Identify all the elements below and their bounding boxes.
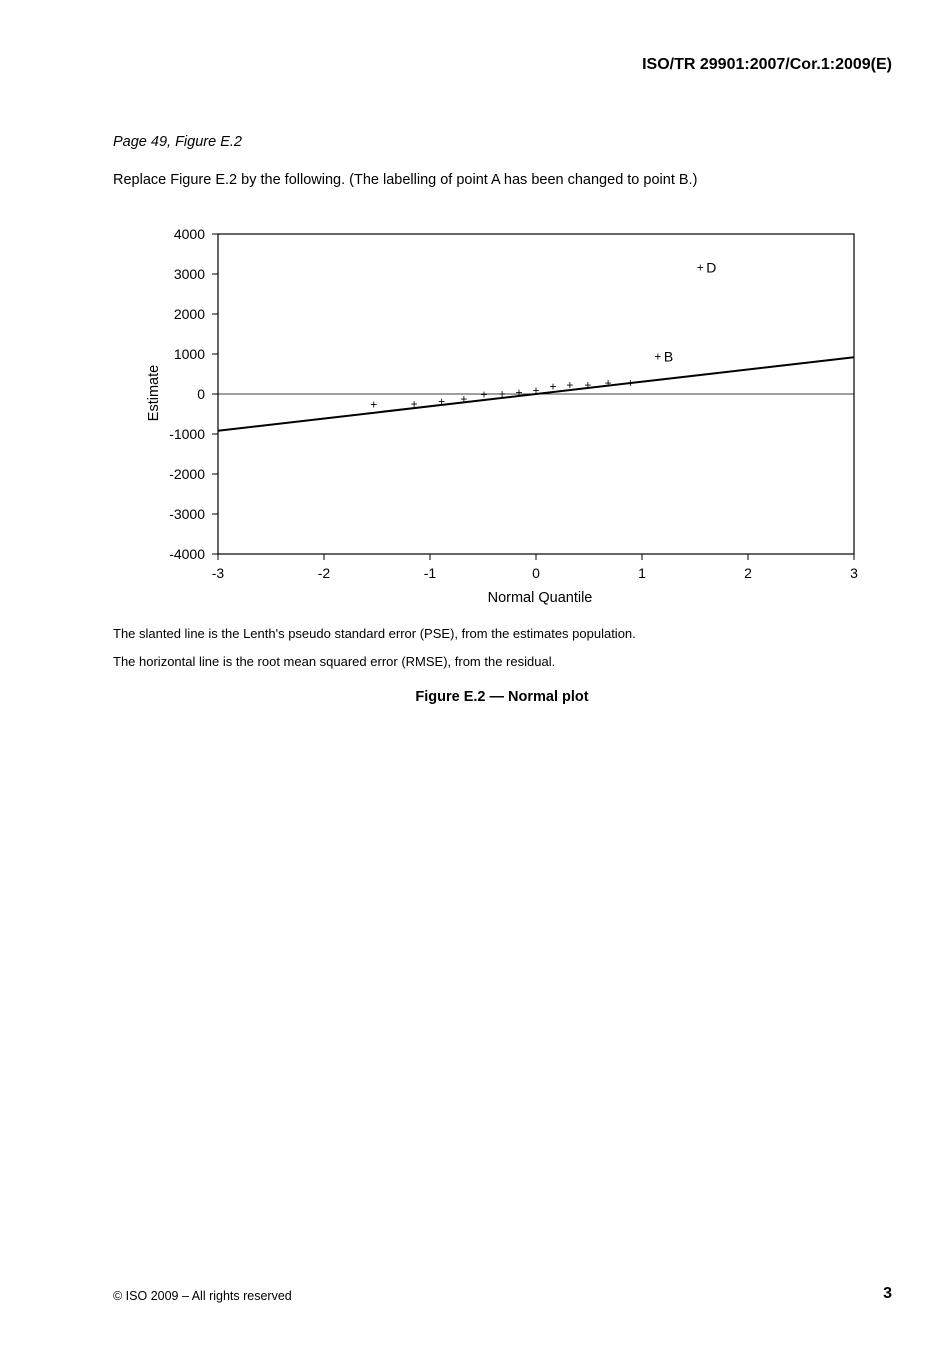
data-point-marker: +	[604, 376, 612, 391]
y-axis-label: Estimate	[146, 364, 162, 422]
data-point-marker: +	[438, 394, 446, 409]
data-point-marker: +	[566, 378, 574, 393]
data-point-marker: +	[626, 375, 634, 390]
note-rmse: The horizontal line is the root mean squared error (RMSE), from the residual.	[113, 654, 556, 669]
data-point-marker: +	[654, 349, 662, 364]
x-tick-label: 0	[532, 565, 540, 581]
data-point-marker: +	[515, 385, 523, 400]
x-tick-label: 2	[744, 565, 752, 581]
normal-plot-chart	[0, 0, 950, 620]
y-tick-label: -4000	[169, 546, 205, 562]
y-tick-label: 4000	[173, 226, 205, 242]
y-tick-label: -1000	[169, 426, 205, 442]
footer-copyright: © ISO 2009 – All rights reserved	[113, 1289, 292, 1303]
x-tick-label: 1	[638, 565, 646, 581]
document-id-header: ISO/TR 29901:2007/Cor.1:2009(E)	[642, 56, 892, 73]
data-point-marker: +	[460, 391, 468, 406]
y-tick-label: -3000	[169, 506, 205, 522]
y-axis-ticks	[169, 226, 218, 562]
figure-caption: Figure E.2 — Normal plot	[415, 689, 589, 705]
data-point-marker: +	[498, 387, 506, 401]
y-tick-label: 3000	[173, 266, 205, 282]
x-tick-label: -1	[423, 565, 437, 581]
y-tick-label: -2000	[169, 466, 205, 482]
replacement-instruction: Replace Figure E.2 by the following. (The labelling of point A has been changed to point B.)	[113, 172, 698, 188]
data-point-marker: +	[480, 387, 488, 402]
x-tick-label: -3	[211, 565, 225, 581]
footer-page-number: 3	[883, 1285, 892, 1302]
x-axis-ticks	[212, 554, 858, 581]
x-tick-label: 3	[850, 565, 858, 581]
data-point-marker: +	[549, 379, 557, 394]
point-label-d: D	[706, 259, 717, 276]
page-reference: Page 49, Figure E.2	[113, 134, 242, 150]
data-point-marker: +	[584, 377, 592, 392]
point-label-b: B	[663, 348, 674, 365]
y-tick-label: 1000	[173, 346, 205, 362]
x-axis-label: Normal Quantile	[487, 590, 593, 606]
data-point-marker: +	[696, 260, 704, 275]
data-points	[370, 260, 716, 412]
data-point-marker: +	[532, 383, 540, 398]
x-tick-label: -2	[317, 565, 331, 581]
data-point-marker: +	[410, 397, 418, 411]
y-tick-label: 2000	[173, 306, 205, 322]
note-pse: The slanted line is the Lenth's pseudo standard error (PSE), from the estimates population.	[113, 626, 636, 641]
data-point-marker: +	[370, 397, 378, 412]
y-tick-label: 0	[197, 386, 205, 402]
